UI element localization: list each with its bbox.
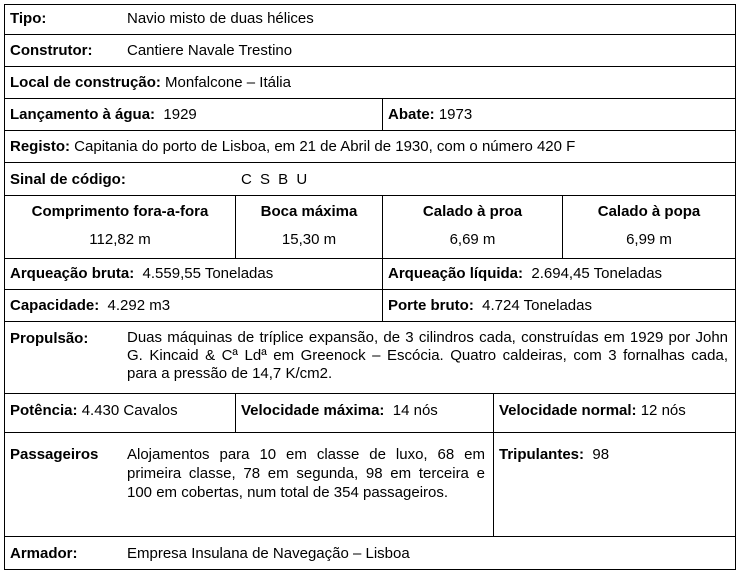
velocidade-normal-value: 12 nós bbox=[640, 402, 686, 419]
registo-value: Capitania do porto de Lisboa, em 21 de Abril de 1930, com o número 420 F bbox=[74, 138, 576, 155]
construtor-label: Construtor: bbox=[10, 42, 93, 59]
row-capacidade-porte bbox=[5, 289, 735, 321]
row-arqueacao bbox=[5, 258, 735, 289]
porte-bruto-value: 4.724 Toneladas bbox=[482, 297, 592, 314]
tripulantes-label: Tripulantes: bbox=[499, 446, 585, 463]
potencia-line bbox=[10, 402, 178, 419]
capacidade-label: Capacidade: bbox=[10, 297, 100, 314]
propulsao-label: Propulsão: bbox=[10, 330, 89, 347]
potencia-value: 4.430 Cavalos bbox=[81, 402, 178, 419]
row-sinal bbox=[5, 162, 735, 195]
calado-popa-label: Calado à popa bbox=[597, 203, 701, 220]
armador-label: Armador: bbox=[10, 545, 78, 562]
velocidade-maxima-value: 14 nós bbox=[392, 402, 438, 419]
cell-tripulantes bbox=[493, 433, 735, 536]
passageiros-value: Alojamentos para 10 em classe de luxo, 68 em primeira classe, 78 em segunda, 98 em terceira e 100 em cobertas, num total de 354 passageiros. bbox=[127, 446, 485, 501]
tipo-value: Navio misto de duas hélices bbox=[127, 10, 314, 27]
boca-value: 15,30 m bbox=[281, 231, 337, 248]
capacidade-value: 4.292 m3 bbox=[107, 297, 171, 314]
lancamento-label: Lançamento à água: bbox=[10, 106, 156, 123]
cell-passageiros bbox=[5, 433, 493, 536]
tripulantes-line bbox=[499, 446, 609, 463]
row-tipo bbox=[5, 5, 735, 34]
lancamento-line bbox=[10, 106, 197, 123]
velocidade-normal-line bbox=[499, 402, 686, 419]
velocidade-maxima-line bbox=[241, 402, 438, 419]
abate-line bbox=[388, 106, 472, 123]
comprimento-value: 112,82 m bbox=[89, 231, 151, 248]
tripulantes-value: 98 bbox=[592, 446, 610, 463]
cell-calado-popa bbox=[562, 196, 735, 258]
local-value: Monfalcone – Itália bbox=[165, 74, 291, 91]
calado-proa-value: 6,69 m bbox=[449, 231, 496, 248]
row-passageiros-tripulantes bbox=[5, 432, 735, 536]
calado-proa-label: Calado à proa bbox=[422, 203, 523, 220]
passageiros-label: Passageiros bbox=[10, 446, 99, 463]
row-dimensoes bbox=[5, 195, 735, 258]
row-armador bbox=[5, 536, 735, 569]
cell-potencia bbox=[5, 394, 235, 432]
arqueacao-liquida-value: 2.694,45 Toneladas bbox=[531, 265, 663, 282]
local-line bbox=[10, 74, 291, 91]
lancamento-value: 1929 bbox=[163, 106, 197, 123]
row-potencia-velocidade bbox=[5, 393, 735, 432]
arqueacao-bruta-value: 4.559,55 Toneladas bbox=[142, 265, 274, 282]
abate-value: 1973 bbox=[438, 106, 473, 123]
cell-lancamento bbox=[5, 99, 382, 130]
local-label: Local de construção: bbox=[10, 74, 161, 91]
cell-abate bbox=[382, 99, 735, 130]
porte-bruto-label: Porte bruto: bbox=[388, 297, 474, 314]
cell-arqueacao-bruta bbox=[5, 259, 382, 289]
cell-capacidade bbox=[5, 290, 382, 321]
capacidade-line bbox=[10, 297, 170, 314]
cell-comprimento bbox=[5, 196, 235, 258]
cell-porte-bruto bbox=[382, 290, 735, 321]
arqueacao-liquida-line bbox=[388, 265, 662, 282]
arqueacao-liquida-label: Arqueação líquida: bbox=[388, 265, 524, 282]
row-local bbox=[5, 66, 735, 98]
sinal-value: C S B U bbox=[241, 171, 310, 188]
registo-line bbox=[10, 138, 575, 155]
tipo-label: Tipo: bbox=[10, 10, 47, 27]
row-construtor bbox=[5, 34, 735, 66]
cell-arqueacao-liquida bbox=[382, 259, 735, 289]
row-lancamento-abate bbox=[5, 98, 735, 130]
registo-label: Registo: bbox=[10, 138, 70, 155]
construtor-value: Cantiere Navale Trestino bbox=[127, 42, 293, 59]
boca-label: Boca máxima bbox=[260, 203, 358, 220]
calado-popa-value: 6,99 m bbox=[626, 231, 672, 248]
arqueacao-bruta-line bbox=[10, 265, 273, 282]
propulsao-value: Duas máquinas de tríplice expansão, de 3 cilindros cada, construídas em 1929 por John G. Kincaid & Cª Ldª em Greenock – Escócia. Quatro caldeiras, com 3 fornalhas cada, para a pressão de 14,7 K/cm2. bbox=[127, 329, 728, 382]
arqueacao-bruta-label: Arqueação bruta: bbox=[10, 265, 135, 282]
comprimento-label: Comprimento fora-a-fora bbox=[31, 203, 209, 220]
abate-label: Abate: bbox=[388, 106, 435, 123]
sinal-label: Sinal de código: bbox=[10, 171, 126, 188]
cell-boca bbox=[235, 196, 382, 258]
velocidade-maxima-label: Velocidade máxima: bbox=[241, 402, 385, 419]
cell-velocidade-normal bbox=[493, 394, 735, 432]
potencia-label: Potência: bbox=[10, 402, 78, 419]
armador-value: Empresa Insulana de Navegação – Lisboa bbox=[127, 545, 410, 562]
cell-velocidade-maxima bbox=[235, 394, 493, 432]
velocidade-normal-label: Velocidade normal: bbox=[499, 402, 637, 419]
ship-spec-table bbox=[4, 4, 736, 570]
row-propulsao bbox=[5, 321, 735, 393]
row-registo bbox=[5, 130, 735, 162]
porte-bruto-line bbox=[388, 297, 592, 314]
cell-calado-proa bbox=[382, 196, 562, 258]
